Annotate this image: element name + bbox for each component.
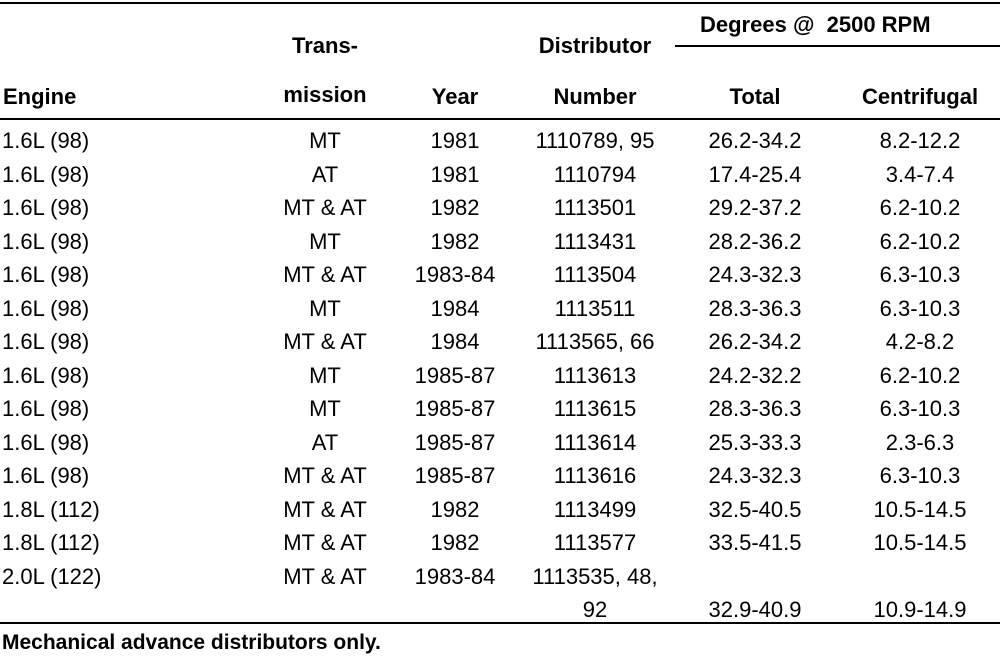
cell-distributor: 1110794 (553, 161, 637, 187)
cell-centrifugal: 6.2-10.2 (879, 362, 961, 388)
cell-year: 1982 (430, 195, 480, 220)
cell-year: 1981 (430, 128, 480, 153)
cell-centrifugal: 4.2-8.2 (885, 329, 955, 354)
cell-engine: 1.6L (98) (2, 362, 90, 388)
cell-total: 17.4-25.4 (708, 161, 802, 187)
table-footnote: Mechanical advance distributors only. (2, 631, 381, 654)
cell-transmission: MT (309, 228, 341, 254)
cell-centrifugal: 6.2-10.2 (879, 228, 961, 254)
header-distributor-line2: Number (553, 84, 637, 109)
cell-total: 25.3-33.3 (708, 429, 802, 455)
cell-centrifugal: 6.3-10.3 (879, 295, 961, 321)
cell-engine: 1.6L (98) (2, 128, 90, 153)
cell-distributor: 1113614 (553, 429, 637, 455)
cell-distributor: 1113616 (553, 463, 637, 488)
cell-distributor: 1113499 (553, 496, 637, 522)
cell-engine: 1.6L (98) (2, 228, 90, 254)
cell-total: 29.2-37.2 (708, 195, 802, 220)
cell-total: 33.5-41.5 (708, 530, 802, 555)
cell-centrifugal: 3.4-7.4 (885, 161, 955, 187)
cell-year: 1983-84 (414, 563, 496, 589)
cell-engine: 2.0L (122) (2, 563, 102, 589)
cell-distributor: 1113565, 66 (535, 329, 655, 354)
header-distributor-line1: Distributor (538, 33, 652, 58)
cell-year: 1983-84 (414, 262, 496, 287)
cell-total: 28.2-36.2 (708, 228, 802, 254)
cell-total: 24.2-32.2 (708, 362, 802, 388)
cell-total: 24.3-32.3 (708, 262, 802, 287)
cell-transmission: AT (311, 161, 339, 187)
cell-year: 1985-87 (414, 429, 496, 455)
cell-centrifugal: 10.5-14.5 (873, 530, 967, 555)
cell-transmission: MT & AT (283, 463, 367, 488)
header-transmission-line2: mission (283, 82, 367, 107)
cell-engine: 1.6L (98) (2, 329, 90, 354)
cell-distributor: 1113615 (553, 396, 637, 421)
cell-transmission: MT & AT (283, 563, 367, 589)
cell-engine: 1.8L (112) (2, 496, 100, 522)
table-top-rule (0, 2, 1000, 4)
header-total: Total (729, 84, 781, 109)
cell-total: 32.9-40.9 (708, 597, 802, 622)
cell-engine: 1.8L (112) (2, 530, 100, 555)
header-year: Year (431, 84, 479, 109)
cell-engine: 1.6L (98) (2, 463, 90, 488)
cell-total: 26.2-34.2 (708, 329, 802, 354)
cell-year: 1982 (430, 228, 480, 254)
cell-transmission: MT (309, 396, 341, 421)
cell-transmission: MT & AT (283, 496, 367, 522)
cell-year: 1984 (430, 295, 480, 321)
cell-total: 32.5-40.5 (708, 496, 802, 522)
cell-transmission: MT (309, 128, 341, 153)
cell-engine: 1.6L (98) (2, 195, 90, 220)
table-bottom-rule (0, 622, 1000, 624)
cell-total: 28.3-36.3 (708, 396, 802, 421)
cell-centrifugal: 6.3-10.3 (879, 463, 961, 488)
header-group-rule (675, 45, 1000, 47)
cell-distributor: 1113535, 48, (532, 563, 658, 589)
header-bottom-rule (0, 118, 1000, 120)
cell-year: 1985-87 (414, 396, 496, 421)
cell-centrifugal: 6.3-10.3 (879, 262, 961, 287)
cell-transmission: MT & AT (283, 329, 367, 354)
cell-distributor: 1113577 (553, 530, 637, 555)
cell-engine: 1.6L (98) (2, 429, 90, 455)
cell-total: 26.2-34.2 (708, 128, 802, 153)
cell-distributor: 92 (582, 597, 608, 622)
cell-transmission: MT & AT (283, 195, 367, 220)
cell-centrifugal: 8.2-12.2 (879, 128, 961, 153)
cell-engine: 1.6L (98) (2, 262, 90, 287)
cell-transmission: MT & AT (283, 262, 367, 287)
cell-year: 1984 (430, 329, 480, 354)
cell-transmission: MT (309, 295, 341, 321)
cell-distributor: 1113613 (553, 362, 637, 388)
cell-year: 1982 (430, 530, 480, 555)
header-degrees-group: Degrees @ 2500 RPM (700, 12, 931, 37)
cell-distributor: 1113504 (553, 262, 637, 287)
cell-engine: 1.6L (98) (2, 161, 90, 187)
header-transmission-line1: Trans- (291, 33, 359, 58)
cell-distributor: 1110789, 95 (535, 128, 655, 153)
cell-year: 1981 (430, 161, 480, 187)
cell-engine: 1.6L (98) (2, 396, 90, 421)
cell-centrifugal: 6.3-10.3 (879, 396, 961, 421)
cell-year: 1985-87 (414, 362, 496, 388)
cell-year: 1982 (430, 496, 480, 522)
cell-centrifugal: 6.2-10.2 (879, 195, 961, 220)
cell-total: 28.3-36.3 (708, 295, 802, 321)
cell-transmission: MT & AT (283, 530, 367, 555)
cell-engine: 1.6L (98) (2, 295, 90, 321)
cell-distributor: 1113501 (553, 195, 637, 220)
cell-centrifugal: 10.5-14.5 (873, 496, 967, 522)
cell-transmission: AT (311, 429, 339, 455)
cell-centrifugal: 10.9-14.9 (873, 597, 967, 622)
cell-transmission: MT (309, 362, 341, 388)
cell-distributor: 1113431 (553, 228, 637, 254)
cell-distributor: 1113511 (554, 295, 636, 321)
cell-total: 24.3-32.3 (708, 463, 802, 488)
cell-centrifugal: 2.3-6.3 (885, 429, 955, 455)
header-engine: Engine (3, 84, 77, 109)
cell-year: 1985-87 (414, 463, 496, 488)
header-centrifugal: Centrifugal (861, 84, 979, 109)
